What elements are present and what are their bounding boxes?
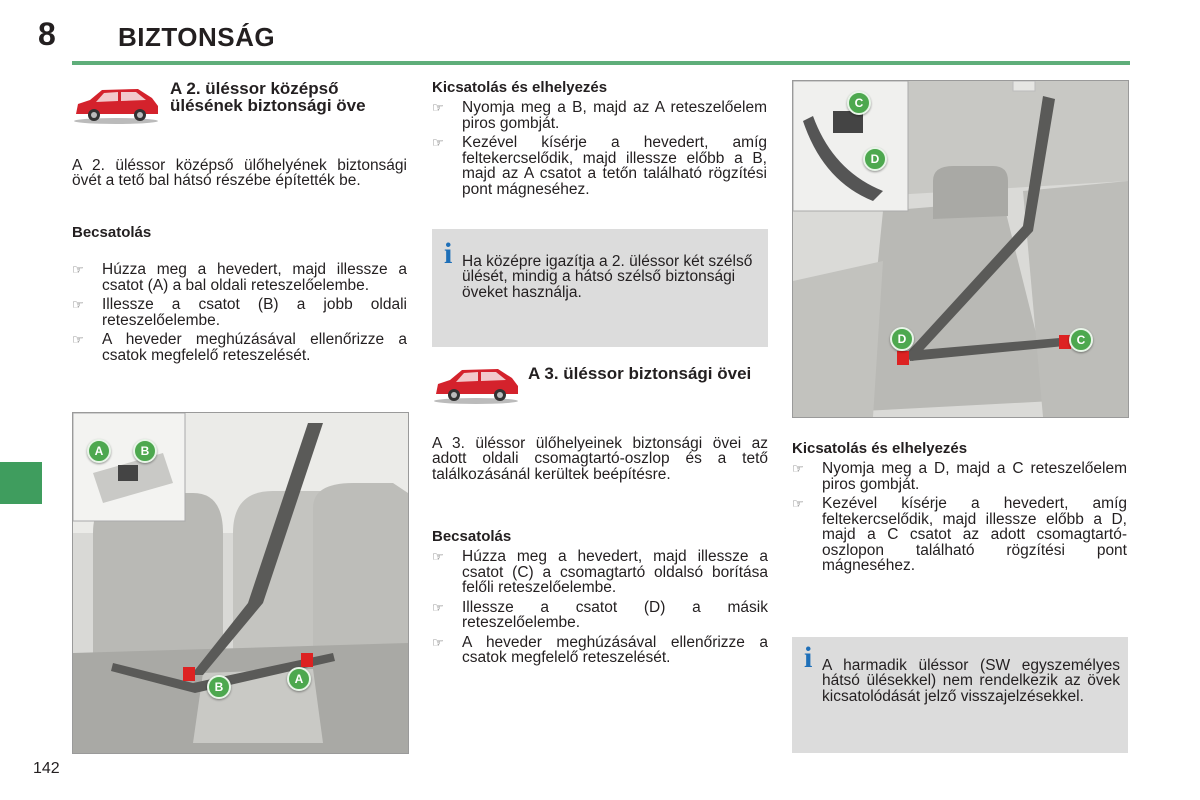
list-item: ☞ Húzza meg a hevedert, majd illessze a csatot (A) a bal oldali reteszelőelembe. (72, 261, 407, 294)
becsatolas-list-row3 (432, 549, 768, 666)
bullet-icon: ☞ (72, 262, 84, 277)
list-item: ☞ Illessze a csatot (B) a jobb oldali reteszelőelembe. (72, 296, 407, 329)
marker-b: B (133, 439, 157, 463)
section-title-row3: A 3. üléssor biztonsági övei (528, 364, 752, 383)
chapter-title: BIZTONSÁG (118, 22, 276, 52)
kicsatolas-list-row3 (792, 461, 1127, 574)
marker-c: C (847, 91, 871, 115)
list-item: ☞ A heveder meghúzásával ellenőrizze a csatok megfelelő reteszelését. (432, 633, 768, 666)
info-box (792, 637, 1128, 753)
info-icon: i (444, 237, 453, 270)
marker-b: B (207, 675, 231, 699)
kicsatolas-heading-row2: Kicsatolás és elhelyezés (432, 79, 608, 96)
info-icon: i (804, 641, 813, 674)
seatbelt-row2-photo (72, 412, 409, 754)
marker-c: C (1069, 328, 1093, 352)
info-box (432, 229, 768, 347)
list-item: ☞ A heveder meghúzásával ellenőrizze a csatok megfelelő reteszelését. (72, 331, 407, 364)
kicsatolas-heading-row3: Kicsatolás és elhelyezés (792, 440, 968, 457)
section-title-row2: A 2. üléssor középső ülésének biztonsági öve (170, 79, 366, 115)
car-icon (432, 364, 520, 404)
seatbelt-row3-photo (792, 80, 1129, 418)
page-number: 142 (33, 760, 60, 777)
bullet-icon: ☞ (432, 135, 444, 150)
list-item: ☞ Nyomja meg a B, majd az A reteszelőelem piros gombját. (432, 99, 767, 132)
section-intro-row2: A 2. üléssor középső ülőhelyének biztonsági övét a tető bal hátsó részébe építették be. (72, 156, 407, 189)
bullet-icon: ☞ (432, 549, 444, 564)
marker-a: A (287, 667, 311, 691)
kicsatolas-list-row2 (432, 100, 767, 197)
list-item: ☞ Illessze a csatot (D) a másik reteszelőelembe. (432, 598, 768, 631)
becsatolas-heading-row2: Becsatolás (72, 224, 152, 241)
header-rule (72, 61, 1130, 65)
bullet-icon: ☞ (792, 496, 804, 511)
info-text: Ha középre igazítja a 2. üléssor két szélső ülését, mindig a hátsó szélső biztonsági öveket használja. (462, 252, 753, 301)
bullet-icon: ☞ (432, 599, 444, 615)
seat-illustration (793, 81, 1128, 417)
becsatolas-heading-row3: Becsatolás (432, 528, 512, 545)
chapter-number: 8 (38, 16, 56, 52)
list-item: ☞ Húzza meg a hevedert, majd illessze a csatot (C) a csomagtartó oldalsó borítása felőli reteszelőelembe. (432, 548, 768, 596)
chapter-side-tab (0, 462, 42, 504)
marker-a: A (87, 439, 111, 463)
marker-d: D (890, 327, 914, 351)
bullet-icon: ☞ (432, 634, 444, 650)
becsatolas-list-row2 (72, 262, 407, 363)
section-intro-row3: A 3. üléssor ülőhelyeinek biztonsági övei az adott oldali csomagtartó-oszlop és a tető találkozásánál kerültek beépítésre. (432, 434, 768, 483)
bullet-icon: ☞ (72, 297, 84, 312)
list-item: ☞ Kezével kísérje a hevedert, amíg feltekercselődik, majd illessze előbb a D, majd a C csatot az adott csomagtartó-oszlopon található rögzítési pont mágneséhez. (792, 495, 1127, 574)
bullet-icon: ☞ (432, 100, 444, 115)
list-item: ☞ Kezével kísérje a hevedert, amíg feltekercselődik, majd illessze előbb a B, majd az A csatot a tetőn található rögzítési pont mágneséhez. (432, 134, 767, 198)
bullet-icon: ☞ (72, 332, 84, 347)
seat-illustration (73, 413, 408, 753)
bullet-icon: ☞ (792, 461, 804, 476)
list-item: ☞ Nyomja meg a D, majd a C reteszelőelem piros gombját. (792, 460, 1127, 493)
info-text: A harmadik üléssor (SW egyszemélyes hátsó ülésekkel) nem rendelkezik az övek kicsatolódását jelző visszajelzésekkel. (822, 656, 1120, 705)
car-icon (72, 84, 160, 124)
marker-d: D (863, 147, 887, 171)
